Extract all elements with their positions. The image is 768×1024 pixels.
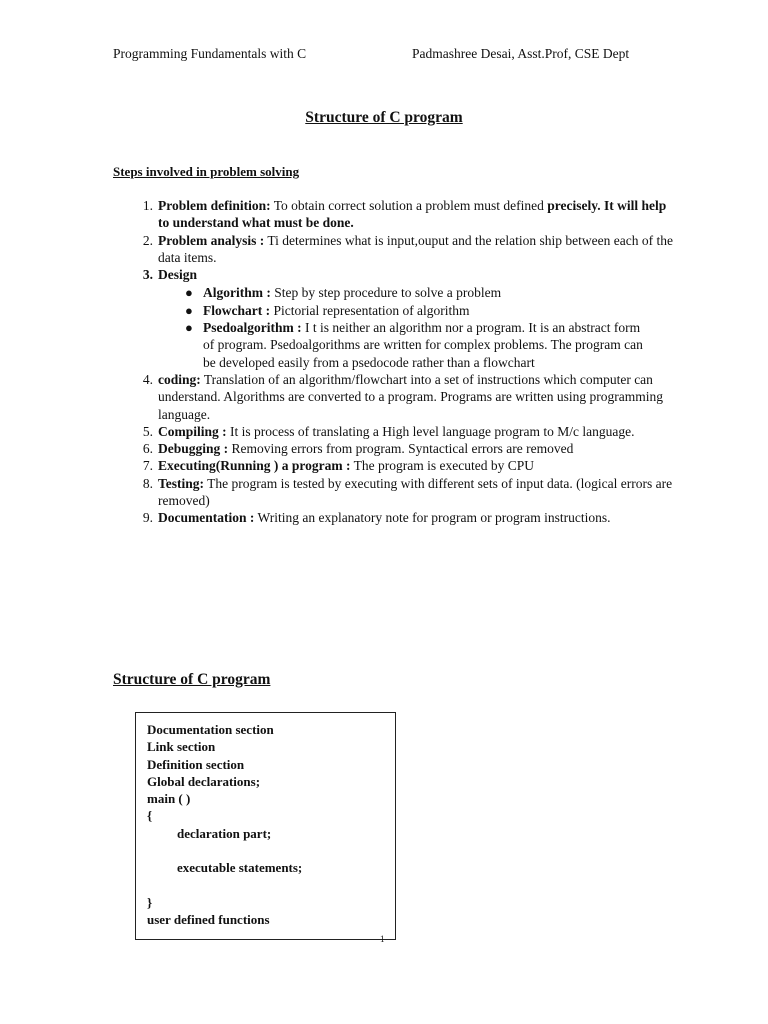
list-item: [113, 232, 673, 267]
item-text: Removing errors from program. Syntactical errors are removed: [228, 441, 574, 457]
header-left: Programming Fundamentals with C: [113, 46, 307, 61]
box-line: executable statements;: [177, 860, 303, 876]
item-label: Compiling :: [158, 423, 227, 439]
item-text: It is process of translating a High level language program to M/c language.: [226, 423, 635, 439]
list-item: [113, 302, 673, 319]
item-label: coding:: [158, 371, 201, 387]
box-spacer: [147, 842, 395, 859]
bullet-icon: ●: [185, 302, 193, 318]
box-line: Link section: [147, 739, 216, 755]
box-line: declaration part;: [177, 825, 272, 841]
item-text: Ti determines what is input,ouput and the relation ship between each of the data items.: [158, 232, 673, 265]
page-title: Structure of C program: [305, 109, 463, 126]
item-label: Executing(Running ) a program :: [158, 458, 351, 474]
box-line: Documentation section: [147, 722, 274, 737]
item-label: Testing:: [158, 475, 205, 491]
item-label: Problem analysis :: [158, 232, 265, 248]
item-number: 3.: [142, 267, 153, 283]
item-text: Translation of an algorithm/flowchart into a set of instructions which computer can understand. Algorithms are converted to a program. Programs are written using programming language.: [158, 371, 663, 422]
item-label: Debugging :: [158, 441, 229, 457]
list-item: [113, 423, 673, 440]
item-label: Documentation :: [158, 510, 255, 526]
item-emphasis: precisely. It will help to understand what must be done.: [158, 198, 667, 231]
item-number: 2.: [142, 232, 153, 248]
list-item: [113, 457, 673, 474]
item-number: 4.: [142, 371, 153, 387]
box-line: }: [147, 894, 153, 910]
box-line: Global declarations;: [147, 773, 261, 789]
list-item: [113, 371, 673, 423]
list-item: [113, 440, 673, 457]
box-line: main ( ): [147, 791, 191, 807]
item-number: 9.: [142, 510, 153, 526]
item-text: Step by step procedure to solve a problem: [270, 285, 502, 301]
item-label: Flowchart :: [203, 302, 271, 318]
item-number: 8.: [142, 475, 153, 491]
item-label: Algorithm :: [203, 285, 271, 301]
box-spacer: [147, 877, 395, 894]
design-sublist: [158, 284, 673, 370]
list-item: [113, 475, 673, 510]
item-text: I t is neither an algorithm nor a program. It is an abstract form of program. Psedoalgorithms are written for complex problems. The program can be developed easily from a psedocode rather than a flowchart: [203, 320, 643, 370]
item-text: To obtain correct solution a problem must defined: [270, 198, 548, 213]
item-text: The program is executed by CPU: [350, 458, 534, 474]
steps-list: [113, 197, 673, 527]
item-text: Writing an explanatory note for program or program instructions.: [254, 510, 611, 526]
item-label: Psedoalgorithm :: [203, 320, 302, 336]
bullet-icon: ●: [185, 320, 193, 336]
list-item: [113, 197, 673, 232]
item-label: Problem definition:: [158, 198, 271, 213]
item-text: The program is tested by executing with different sets of input data. (logical errors are removed): [158, 475, 673, 509]
bullet-icon: ●: [185, 285, 193, 301]
list-item: [113, 284, 673, 301]
box-line: {: [147, 808, 153, 824]
list-item: [113, 509, 673, 526]
list-item: [113, 319, 673, 371]
box-line: user defined functions: [147, 912, 270, 928]
header-right: Padmashree Desai, Asst.Prof, CSE Dept: [412, 46, 630, 61]
box-line: Definition section: [147, 756, 245, 772]
item-label: Design: [158, 267, 198, 283]
item-number: 7.: [142, 458, 153, 474]
item-text: Pictorial representation of algorithm: [270, 302, 470, 318]
list-item: [113, 266, 673, 371]
item-number: 1.: [142, 198, 153, 213]
item-number: 5.: [142, 423, 153, 439]
structure-box: [135, 712, 396, 940]
page-number: 1: [380, 934, 385, 944]
item-number: 6.: [142, 441, 153, 457]
structure-heading: Structure of C program: [113, 671, 271, 688]
steps-heading: Steps involved in problem solving: [113, 164, 300, 179]
